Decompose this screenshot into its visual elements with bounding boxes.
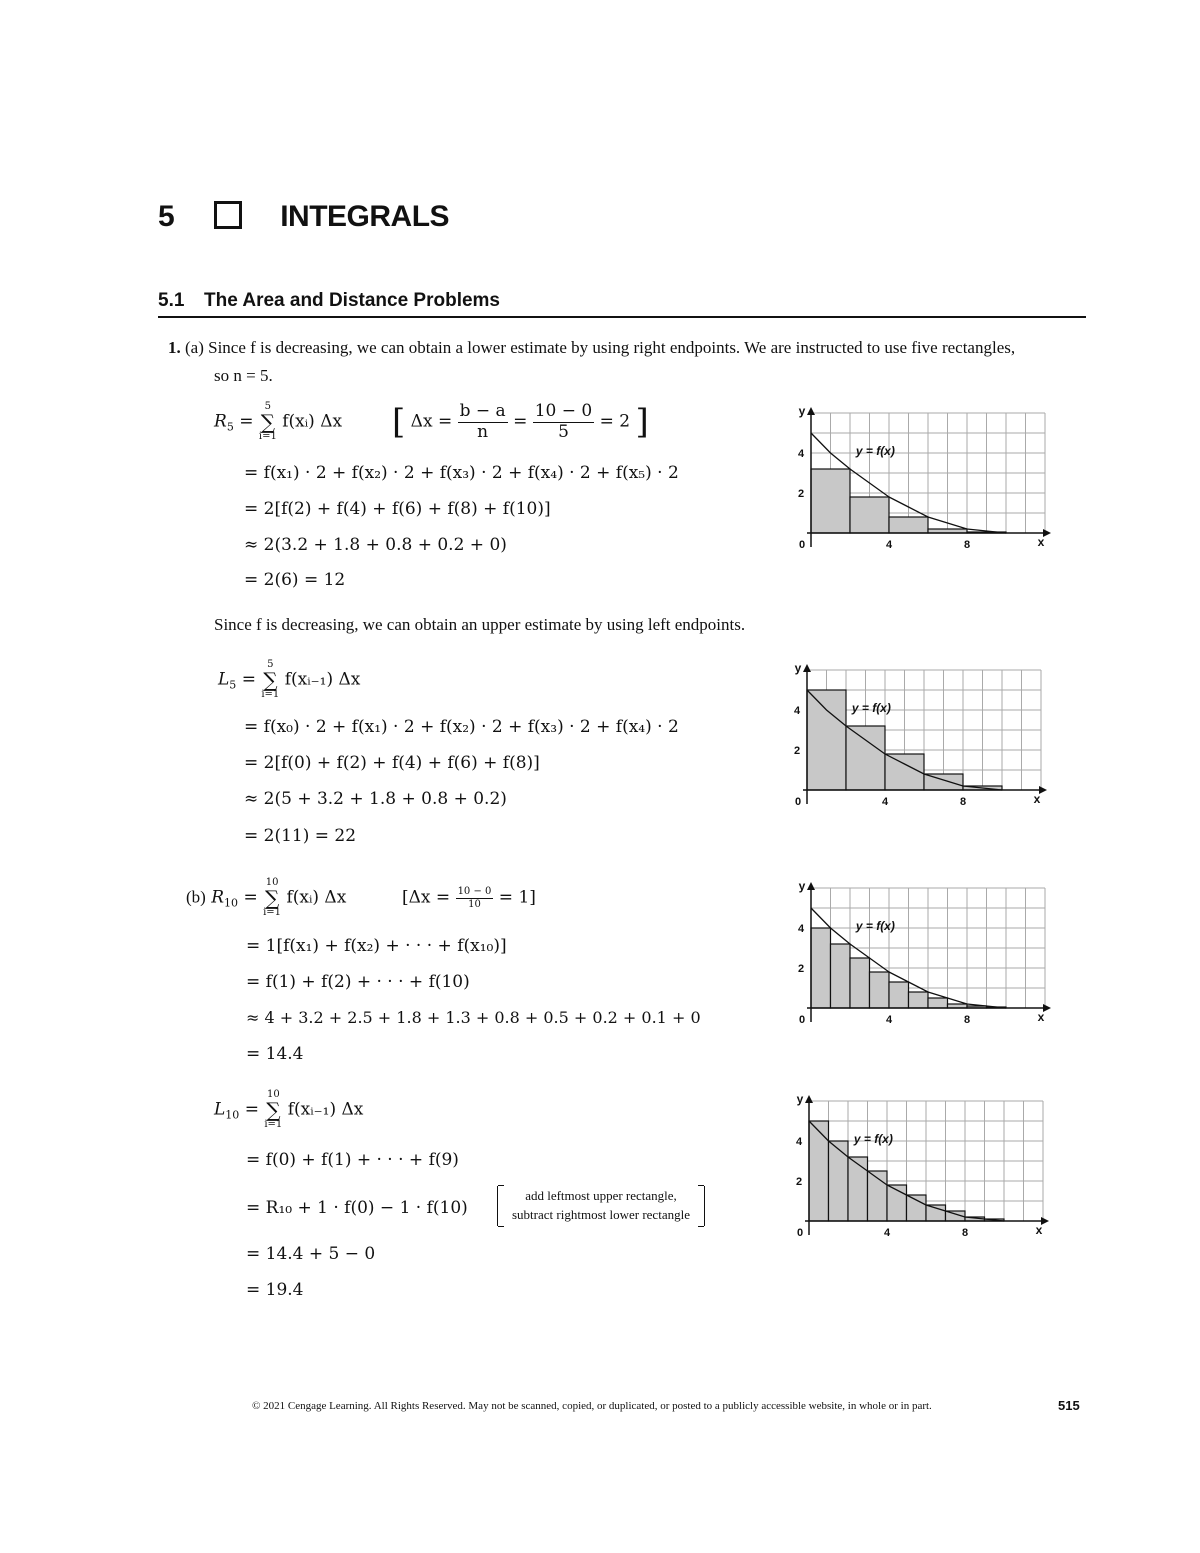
footer-copyright: © 2021 Cengage Learning. All Rights Reserved. May not be scanned, copied, or duplicated, or posted to a publicly accessible website, in whole or in part.	[252, 1400, 932, 1412]
r5-sum-bottom: i=1	[258, 431, 277, 442]
y-tick-label: 4	[795, 1136, 803, 1148]
l10-sum-body: f(xᵢ₋₁) Δx	[287, 1099, 364, 1120]
r5-dx-frac1-den: n	[477, 421, 489, 442]
y-axis-arrow-icon	[805, 1095, 813, 1103]
page-number: 515	[1058, 1398, 1080, 1413]
l5-line: = 2(11) = 22	[244, 826, 357, 846]
y-axis-arrow-icon	[807, 407, 815, 415]
curve-label: y = f(x)	[855, 919, 895, 933]
r5-sigma	[259, 402, 277, 442]
r5-sum-body: f(xᵢ) Δx	[282, 411, 343, 432]
x-tick-label: 0	[796, 1227, 804, 1239]
l5-line: = 2[f(0) + f(2) + f(4) + f(6) + f(8)]	[244, 753, 540, 773]
r5-dx-result: = 2	[599, 411, 631, 432]
sigma-icon: ∑	[266, 1098, 281, 1122]
x-tick-label: 4	[885, 539, 893, 551]
r10-delta-x: [Δx = $\frac{10 - 0}{10}$ = 1]	[402, 886, 536, 910]
l10-note-line2: subtract rightmost lower rectangle	[512, 1207, 690, 1222]
r10-dx-frac-num: 10 − 0	[457, 886, 492, 897]
x-axis-label: x	[1033, 792, 1041, 806]
section-rule	[158, 316, 1086, 318]
riemann-rectangle	[829, 1141, 849, 1221]
x-tick-label: 0	[798, 1014, 806, 1026]
r10-lhs-sub: 10	[224, 896, 239, 910]
y-tick-label: 2	[797, 963, 805, 975]
chapter-title: INTEGRALS	[280, 200, 450, 233]
part-a-label: (a)	[185, 338, 204, 357]
riemann-rectangle	[850, 958, 870, 1008]
graph-left-n5	[781, 662, 1051, 822]
r10-line: ≈ 4 + 3.2 + 2.5 + 1.8 + 1.3 + 0.8 + 0.5 + 0.2 + 0.1 + 0	[246, 1008, 701, 1027]
sigma-icon: ∑	[260, 410, 275, 434]
r10-dx-result: = 1	[498, 887, 530, 908]
l5-lhs-sub: 5	[229, 678, 237, 692]
x-tick-label: 0	[794, 796, 802, 808]
section-title: The Area and Distance Problems	[204, 290, 501, 311]
riemann-rectangle	[928, 998, 948, 1008]
x-tick-label: 8	[961, 1227, 969, 1239]
graph-right-n5	[785, 405, 1055, 565]
r5-sum-top: 5	[264, 401, 272, 412]
x-axis-label: x	[1035, 1223, 1043, 1237]
riemann-rectangle	[870, 972, 890, 1008]
l10-definition: $L_{10}$ = 10 ∑ i=1 f(xᵢ₋₁) Δx	[214, 1089, 364, 1130]
sigma-icon: ∑	[263, 668, 278, 692]
x-tick-label: 4	[881, 796, 889, 808]
x-tick-label: 4	[883, 1227, 891, 1239]
problem-intro-line1	[168, 338, 1015, 358]
left-bracket-icon: [	[392, 402, 406, 443]
r10-dx-frac-den: 10	[468, 898, 481, 910]
x-tick-label: 0	[798, 539, 806, 551]
y-axis-label: y	[798, 879, 806, 893]
r5-definition: $R_5$ = 5 ∑ i=1 f(xᵢ) Δx	[214, 401, 343, 442]
intro-text: Since f is decreasing, we can obtain a lower estimate by using right endpoints. We are instructed to use five rectangles,	[208, 338, 1016, 357]
problem-number: 1.	[168, 338, 181, 357]
y-tick-label: 2	[797, 488, 805, 500]
chapter-box-icon	[214, 201, 242, 229]
l10-sigma	[264, 1090, 282, 1130]
riemann-rectangle	[907, 1195, 927, 1221]
l10-line: = f(0) + f(1) + · · · + f(9)	[246, 1150, 459, 1170]
x-tick-label: 8	[959, 796, 967, 808]
part-b-label: (b)	[186, 887, 206, 907]
l5-sum-body: f(xᵢ₋₁) Δx	[284, 669, 361, 690]
l5-sum-top: 5	[267, 659, 274, 670]
sigma-icon: ∑	[264, 886, 280, 910]
y-axis-label: y	[798, 404, 806, 418]
r5-dx-frac2-den: 5	[558, 421, 569, 442]
r10-line: = 14.4	[246, 1044, 304, 1064]
r5-dx-frac2	[533, 402, 595, 442]
curve-label: y = f(x)	[855, 444, 895, 458]
r10-lhs: R	[211, 887, 225, 908]
riemann-rectangle	[811, 469, 850, 533]
l5-line: ≈ 2(5 + 3.2 + 1.8 + 0.8 + 0.2)	[244, 789, 507, 809]
y-axis-arrow-icon	[803, 664, 811, 672]
y-tick-label: 2	[793, 745, 801, 757]
r5-dx-frac2-num: 10 − 0	[534, 401, 593, 421]
section-heading	[158, 290, 500, 312]
y-axis-label: y	[796, 1092, 804, 1106]
l10-note-line1: add leftmost upper rectangle,	[525, 1188, 677, 1203]
y-tick-label: 4	[793, 705, 801, 717]
riemann-rectangle	[850, 497, 889, 533]
riemann-rectangle	[889, 982, 909, 1008]
r10-sum-body: f(xᵢ) Δx	[286, 887, 347, 908]
r10-dx-lhs: Δx =	[408, 887, 451, 908]
riemann-rectangle	[909, 992, 929, 1008]
l10-line: = 19.4	[246, 1280, 304, 1300]
l5-definition: $L_5$ = 5 ∑ i=1 f(xᵢ₋₁) Δx	[218, 659, 361, 700]
y-axis-arrow-icon	[807, 882, 815, 890]
r5-line: ≈ 2(3.2 + 1.8 + 0.8 + 0.2 + 0)	[244, 535, 507, 555]
x-axis-label: x	[1037, 1010, 1045, 1024]
l5-sigma	[261, 660, 279, 700]
r5-lhs: R	[214, 411, 227, 432]
l5-sum-bottom: i=1	[261, 689, 280, 700]
curve-label: y = f(x)	[853, 1132, 893, 1146]
l10-note-box	[497, 1186, 705, 1226]
l5-lhs: L	[218, 669, 230, 690]
riemann-rectangle	[809, 1121, 829, 1221]
riemann-rectangle	[885, 754, 924, 790]
r5-dx-lhs: Δx =	[410, 411, 453, 432]
x-axis-label: x	[1037, 535, 1045, 549]
l10-lhs-sub: 10	[225, 1108, 240, 1122]
riemann-rectangle	[811, 928, 831, 1008]
r10-line: = 1[f(x₁) + f(x₂) + · · · + f(x₁₀)]	[246, 936, 507, 956]
graph-left-n10	[783, 1093, 1053, 1253]
x-tick-label: 8	[963, 1014, 971, 1026]
section-number: 5.1	[158, 290, 185, 311]
r10-sigma	[263, 878, 281, 918]
problem-intro-line2: so n = 5.	[214, 366, 273, 385]
r10-sum-top: 10	[265, 877, 279, 888]
y-axis-label: y	[794, 661, 802, 675]
r5-lhs-sub: 5	[226, 420, 234, 434]
r10-sum-bottom: i=1	[263, 907, 282, 918]
y-tick-label: 2	[795, 1176, 803, 1188]
r10-line: = f(1) + f(2) + · · · + f(10)	[246, 972, 470, 992]
x-tick-label: 8	[963, 539, 971, 551]
chapter-number: 5	[158, 200, 175, 233]
r5-line: = 2[f(2) + f(4) + f(6) + f(8) + f(10)]	[244, 499, 551, 519]
riemann-rectangle	[889, 517, 928, 533]
r5-dx-frac1	[458, 402, 508, 442]
l5-line: = f(x₀) · 2 + f(x₁) · 2 + f(x₂) · 2 + f(x₃) · 2 + f(x₄) · 2	[244, 717, 679, 737]
riemann-rectangle	[807, 690, 846, 790]
l10-line: = 14.4 + 5 − 0	[246, 1244, 376, 1264]
r10-definition: (b) $R_{10}$ = 10 ∑ i=1 f(xᵢ) Δx	[186, 877, 347, 918]
graph-right-n10	[785, 880, 1055, 1040]
y-tick-label: 4	[797, 923, 805, 935]
l10-sum-bottom: i=1	[264, 1119, 283, 1130]
riemann-rectangle	[848, 1157, 868, 1221]
r10-dx-frac	[456, 886, 494, 910]
r5-dx-frac1-num: b − a	[459, 401, 506, 421]
l10-line: = R₁₀ + 1 · f(0) − 1 · f(10)	[246, 1198, 468, 1218]
y-tick-label: 4	[797, 448, 805, 460]
riemann-rectangle	[846, 726, 885, 790]
r5-delta-x: [ Δx = $\frac{b - a}{n}$ = $\frac{10 - 0}{5}$ = 2 ]	[392, 401, 649, 443]
curve-label: y = f(x)	[851, 701, 891, 715]
x-tick-label: 4	[885, 1014, 893, 1026]
right-bracket-icon: ]	[635, 402, 649, 443]
riemann-rectangle	[831, 944, 851, 1008]
r5-line: = f(x₁) · 2 + f(x₂) · 2 + f(x₃) · 2 + f(x₄) · 2 + f(x₅) · 2	[244, 463, 679, 483]
l10-lhs: L	[214, 1099, 226, 1120]
l10-sum-top: 10	[266, 1089, 280, 1100]
chapter-heading	[158, 200, 449, 234]
r5-line: = 2(6) = 12	[244, 570, 346, 590]
upper-intro: Since f is decreasing, we can obtain an upper estimate by using left endpoints.	[214, 615, 746, 634]
